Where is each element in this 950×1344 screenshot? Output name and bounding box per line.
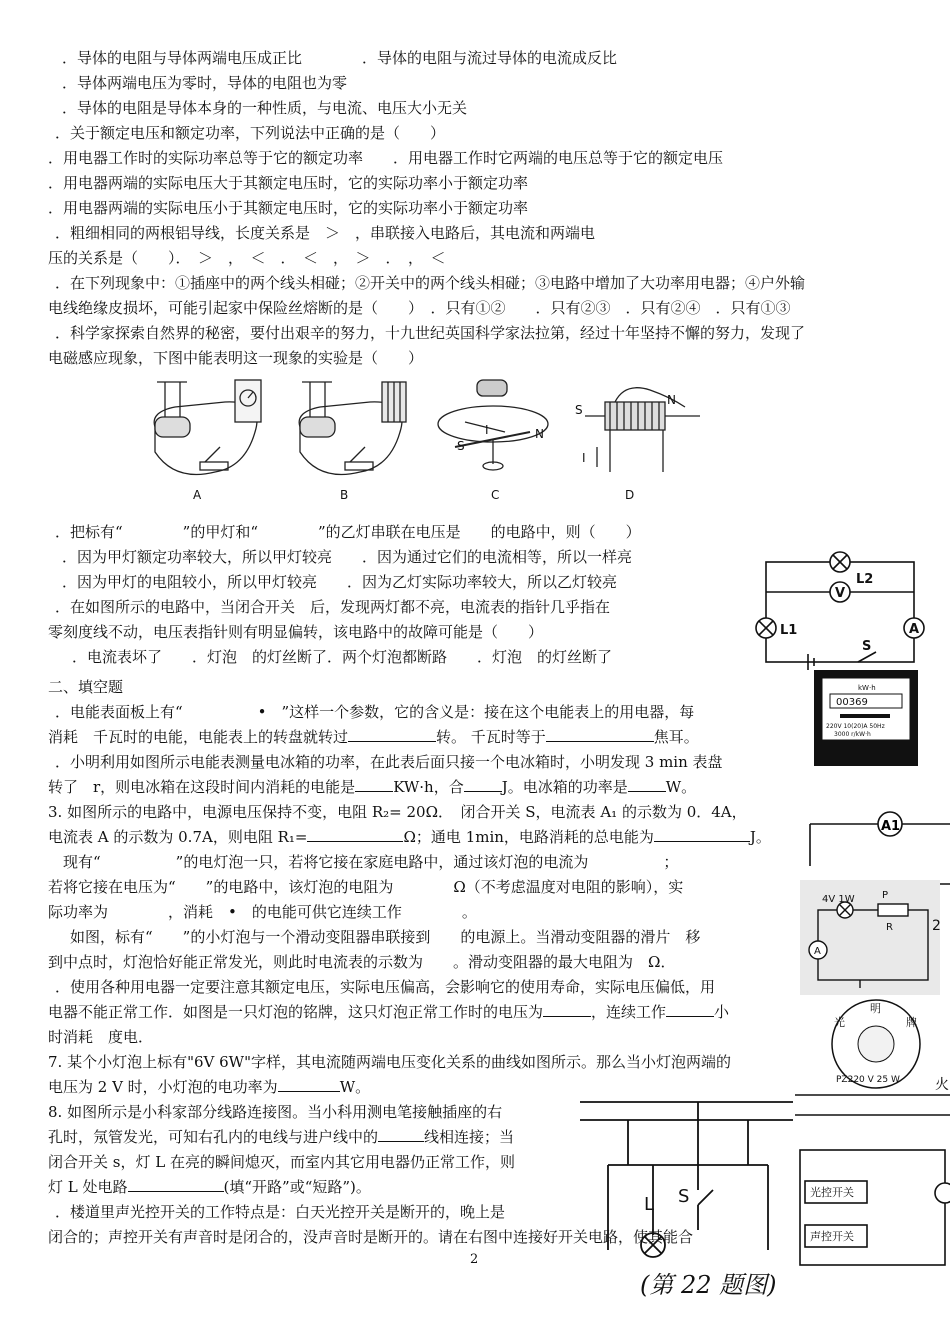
question-line: ．楼道里声光控开关的工作特点是：白天光控开关是断开的，晚上是 [55, 1203, 506, 1221]
text: 电器不能正常工作．如图是一只灯泡的铭牌，这只灯泡正常工作时的电压为 [48, 1003, 544, 1021]
question-line: ．在如图所示的电路中，当闭合开关 后，发现两灯都不亮，电流表的指针几乎指在 [55, 598, 611, 616]
text: 转了 r，则电冰箱在这段时间内消耗的电能是 [48, 778, 356, 796]
text: 转。 千瓦时等于 [436, 728, 546, 746]
fig-a-label: A [193, 488, 202, 502]
page-number: 2 [470, 1252, 479, 1267]
rheostat-circuit-figure [800, 880, 950, 995]
option-line: ．用电器两端的实际电压大于其额定电压时，它的实际功率小于额定功率 [48, 174, 529, 192]
blank [128, 1177, 224, 1192]
question-line: 压的关系是（ ）． ＞ ， ＜ ． ＜ ， ＞ ． ， ＜ [48, 249, 446, 267]
text: J。 [749, 828, 771, 846]
sound-switch-label: 声控开关 [810, 1230, 854, 1243]
question-line: ．把标有“ ”的甲灯和“ ”的乙灯串联在电压是 的电路中，则（ ） [55, 523, 641, 541]
text: (填“开路”或“短路”)。 [223, 1178, 371, 1196]
south-label: S [457, 439, 465, 453]
text: 焦耳。 [653, 728, 699, 746]
option-line: ．导体的电阻是导体本身的一种性质，与电流、电压大小无关 [62, 99, 468, 117]
question-line: 电线绝缘皮损坏，可能引起家中保险丝熔断的是（ ） ．只有①② ．只有②③ ．只有②④ ．只有①③ [48, 299, 791, 317]
north-label: N [667, 393, 676, 407]
blank [628, 777, 666, 792]
text: Ω；通电 1min，电路消耗的总电能为 [403, 828, 654, 846]
option-line: ．因为甲灯额定功率较大，所以甲灯较亮 ．因为通过它们的电流相等，所以一样亮 [62, 548, 633, 566]
question-line [48, 727, 699, 747]
blank [278, 1077, 340, 1092]
text: J。电冰箱的功率是 [501, 778, 628, 796]
bulb-brand: 光 [834, 1016, 845, 1029]
north-label: N [535, 427, 544, 441]
figure-caption: (第 22 题图) [640, 1271, 777, 1299]
switch-label: S [678, 1186, 690, 1207]
lamp-l1-label: L1 [780, 623, 798, 638]
live-wire-label: 火 [935, 1077, 949, 1093]
question-line: 闭合的；声控开关有声音时是闭合的，没声音时是断开的。请在右图中连接好开关电路，使其能合 [48, 1228, 694, 1246]
option-line: ．电流表坏了 ．灯泡 的灯丝断了．两个灯泡都断路 ．灯泡 的灯丝断了 [72, 648, 613, 666]
electric-meter-figure [812, 668, 922, 768]
meter-reading: 00369 [836, 697, 868, 708]
text: 线相连接；当 [424, 1128, 515, 1146]
question-line: 如图，标有“ ”的小灯泡与一个滑动变阻器串联接到 的电源上。当滑动变阻器的滑片 移 [55, 928, 701, 946]
question-line: 现有“ ”的电灯泡一只，若将它接在家庭电路中，通过该灯泡的电流为 ； [48, 853, 679, 871]
text: 电压为 2 V 时，小灯泡的电功率为 [48, 1078, 278, 1096]
blank [464, 777, 502, 792]
rheostat-label: R [886, 922, 893, 933]
text: 小 [714, 1003, 730, 1021]
question-line: ．粗细相同的两根铝导线，长度关系是 ＞ ，串联接入电路后，其电流和两端电 [55, 224, 596, 242]
south-label: S [575, 403, 583, 417]
question-line: ．关于额定电压和额定功率，下列说法中正确的是（ ） [55, 124, 446, 142]
question-line [48, 1002, 729, 1022]
meter-spec: 220V 10(20)A 50Hz [826, 723, 885, 730]
switch-circuit-figure [795, 1075, 950, 1285]
question-line: 8. 如图所示是小科家部分线路连接图。当小科用测电笔接触插座的右 [48, 1103, 503, 1121]
text: 消耗 千瓦时的电能，电能表上的转盘就转过 [48, 728, 349, 746]
question-line: 时消耗 度电． [48, 1028, 154, 1046]
question-line: ．小明利用如图所示电能表测量电冰箱的功率，在此表后面只接一个电冰箱时，小明发现 3 min 表盘 [55, 753, 723, 771]
option-line: ．用电器两端的实际电压小于其额定电压时，它的实际功率小于额定功率 [48, 199, 529, 217]
question-line: 零刻度线不动，电压表指针则有明显偏转，该电路中的故障可能是（ ） [48, 623, 544, 641]
ammeter-label: A [909, 622, 920, 637]
section-heading: 二、填空题 [48, 678, 124, 696]
text: 电流表 A 的示数为 0.7A，则电阻 R₁= [48, 828, 308, 846]
bulb-brand: 牌 [906, 1016, 917, 1029]
circuit-figure [748, 548, 950, 670]
switch-label: S [862, 639, 872, 654]
light-switch-label: 光控开关 [810, 1186, 854, 1199]
text: ，连续工作 [591, 1003, 667, 1021]
lamp-label: L [644, 1194, 655, 1215]
text: W。 [665, 778, 697, 796]
question-line [48, 1177, 371, 1197]
question-line: 电磁感应现象，下图中能表明这一现象的实验是（ ） [48, 349, 424, 367]
induction-experiments-figure [145, 372, 705, 507]
text: 灯 L 处电路 [48, 1178, 128, 1196]
fig-number: 2 [932, 918, 941, 934]
question-line: 若将它接在电压为“ ”的电路中，该灯泡的电阻为 Ω（不考虑温度对电阻的影响），实 [48, 878, 684, 896]
ammeter-label: A [814, 946, 821, 957]
question-line: 闭合开关 s，灯 L 在亮的瞬间熄灭，而室内其它用电器仍正常工作，则 [48, 1153, 515, 1171]
option-line: ．导体的电阻与导体两端电压成正比 ．导体的电阻与流过导体的电流成反比 [62, 49, 618, 67]
blank [307, 827, 403, 842]
question-line: ．电能表面板上有“ • ”这样一个参数，它的含义是：接在这个电能表上的用电器，每 [55, 703, 695, 721]
blank [654, 827, 750, 842]
question-line [48, 777, 696, 797]
option-line: ．因为甲灯的电阻较小，所以甲灯较亮 ．因为乙灯实际功率较大，所以乙灯较亮 [62, 573, 618, 591]
current-label: I [582, 451, 586, 465]
option-line: ．用电器工作时的实际功率总等于它的额定功率 ．用电器工作时它两端的电压总等于它的额定电压 [48, 149, 724, 167]
question-line: ．使用各种用电器一定要注意其额定电压，实际电压偏高，会影响它的使用寿命，实际电压偏低，用 [55, 978, 716, 996]
current-label: I [485, 423, 489, 437]
ammeter-a1-label: A1 [881, 819, 901, 834]
question-line [48, 1127, 514, 1147]
household-wiring-figure [578, 1090, 793, 1260]
bulb-brand: 明 [870, 1002, 881, 1015]
text: W。 [339, 1078, 371, 1096]
meter-constant: 3000 r/kW·h [834, 731, 871, 738]
blank [546, 727, 654, 742]
text: KW·h，合 [393, 778, 464, 796]
fig-c-label: C [491, 488, 500, 502]
option-line: ．导体两端电压为零时，导体的电阻也为零 [62, 74, 348, 92]
bulb-rating: PZ220 V 25 W [836, 1075, 900, 1085]
blank [666, 1002, 714, 1017]
question-line: ．在下列现象中：①插座中的两个线头相碰；②开关中的两个线头相碰；③电路中增加了大功率用电器；④户外输 [55, 274, 806, 292]
fig-d-label: D [625, 488, 635, 502]
lamp-rating: 4V 1W [822, 894, 855, 905]
question-line [48, 827, 771, 847]
blank [378, 1127, 424, 1142]
text: 孔时，氖管发光，可知右孔内的电线与进户线中的 [48, 1128, 379, 1146]
slider-label: P [882, 890, 889, 901]
question-line [48, 1077, 370, 1097]
blank [543, 1002, 591, 1017]
lamp-l2-label: L2 [856, 572, 874, 587]
question-line: 际功率为 ，消耗 • 的电能可供它连续工作 。 [48, 903, 477, 921]
fig-b-label: B [340, 488, 349, 502]
voltmeter-label: V [835, 586, 846, 601]
meter-unit: kW·h [858, 684, 876, 692]
blank [348, 727, 436, 742]
question-line: ．科学家探索自然界的秘密，要付出艰辛的努力，十九世纪英国科学家法拉第，经过十年坚持不懈的努力，发现了 [55, 324, 806, 342]
blank [355, 777, 393, 792]
question-line: 7. 某个小灯泡上标有"6V 6W"字样，其电流随两端电压变化关系的曲线如图所示。那么当小灯泡两端的 [48, 1053, 731, 1071]
question-line: 3. 如图所示的电路中，电源电压保持不变，电阻 R₂= 20Ω． 闭合开关 S，电流表 A₁ 的示数为 0．4A， [48, 803, 747, 821]
question-line: 到中点时，灯泡恰好能正常发光，则此时电流表的示数为 。滑动变阻器的最大电阻为 Ω． [48, 953, 676, 971]
